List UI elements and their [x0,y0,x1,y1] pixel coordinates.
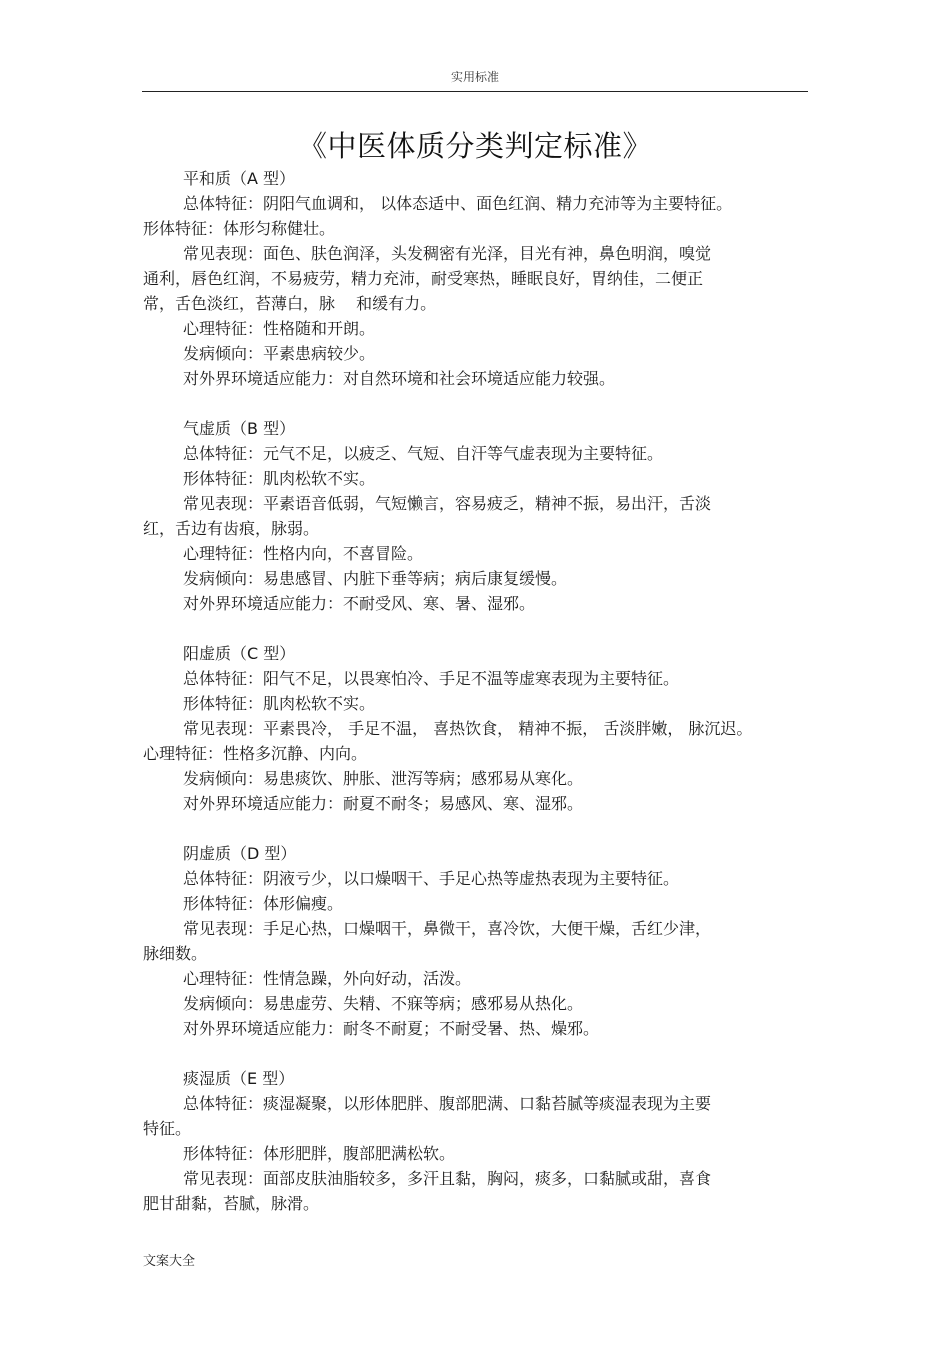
section-a-overall: 总体特征：阴阳气血调和， 以体态适中、面色红润、精力充沛等为主要特征。 [183,194,733,213]
section-c-heading: 阳虚质（C 型） [183,644,296,663]
section-gap [143,1041,813,1066]
section-gap [143,616,813,641]
section-b-psychology: 心理特征：性格内向，不喜冒险。 [183,544,424,563]
section-d-overall: 总体特征：阴液亏少，以口燥咽干、手足心热等虚热表现为主要特征。 [183,869,680,888]
section-d-heading: 阴虚质（D 型） [183,844,297,863]
section-b-symptoms-2: 红，舌边有齿痕，脉弱。 [143,519,320,538]
header-divider [142,91,808,92]
document-body [143,166,813,1216]
section-a-symptoms-3: 常，舌色淡红，苔薄白，脉 和缓有力。 [143,294,437,313]
section-c-symptoms: 常见表现：平素畏冷， 手足不温， 喜热饮食， 精神不振， 舌淡胖嫩， 脉沉迟。 [183,719,753,738]
section-a-adaptability: 对外界环境适应能力：对自然环境和社会环境适应能力较强。 [183,369,616,388]
section-d-symptoms-2: 脉细数。 [143,944,208,963]
section-b-heading: 气虚质（B 型） [183,419,296,438]
section-a-tendency: 发病倾向：平素患病较少。 [183,344,376,363]
section-d-symptoms-1: 常见表现：手足心热，口燥咽干，鼻微干，喜冷饮，大便干燥，舌红少津， [183,919,712,938]
section-a-psychology: 心理特征：性格随和开朗。 [183,319,376,338]
section-d-body-shape: 形体特征：体形偏瘦。 [183,894,344,913]
section-d-adaptability: 对外界环境适应能力：耐冬不耐夏；不耐受暑、热、燥邪。 [183,1019,600,1038]
section-c-psychology: 心理特征：性格多沉静、内向。 [143,744,368,763]
section-a-symptoms-2: 通利，唇色红润，不易疲劳，精力充沛，耐受寒热，睡眠良好，胃纳佳，二便正 [143,269,704,288]
section-c-adaptability: 对外界环境适应能力：耐夏不耐冬；易感风、寒、湿邪。 [183,794,584,813]
section-e-heading: 痰湿质（E 型） [183,1069,295,1088]
page-footer: 文案大全 [143,1254,196,1269]
section-e-overall-2: 特征。 [143,1119,192,1138]
section-b-body-shape: 形体特征：肌肉松软不实。 [183,469,376,488]
section-e-overall-1: 总体特征：痰湿凝聚，以形体肥胖、腹部肥满、口黏苔腻等痰湿表现为主要 [183,1094,712,1113]
section-e-symptoms-2: 肥甘甜黏，苔腻，脉滑。 [143,1194,320,1213]
section-a-heading: 平和质（A 型） [183,169,296,188]
page-header: 实用标准 [450,70,499,84]
section-gap [143,816,813,841]
section-b-adaptability: 对外界环境适应能力：不耐受风、寒、暑、湿邪。 [183,594,536,613]
section-c-body-shape: 形体特征：肌肉松软不实。 [183,694,376,713]
section-d-tendency: 发病倾向：易患虚劳、失精、不寐等病；感邪易从热化。 [183,994,584,1013]
section-b-tendency: 发病倾向：易患感冒、内脏下垂等病；病后康复缓慢。 [183,569,568,588]
section-e-body-shape: 形体特征：体形肥胖，腹部肥满松软。 [183,1144,456,1163]
section-c-overall: 总体特征：阳气不足，以畏寒怕冷、手足不温等虚寒表现为主要特征。 [183,669,680,688]
section-gap [143,391,813,416]
section-a-body-shape: 形体特征：体形匀称健壮。 [143,219,336,238]
section-a-symptoms-1: 常见表现：面色、肤色润泽，头发稠密有光泽，目光有神，鼻色明润，嗅觉 [183,244,712,263]
section-e-symptoms-1: 常见表现：面部皮肤油脂较多，多汗且黏，胸闷，痰多，口黏腻或甜，喜食 [183,1169,712,1188]
document-title: 《中医体质分类判定标准》 [297,129,652,163]
section-c-tendency: 发病倾向：易患痰饮、肿胀、泄泻等病；感邪易从寒化。 [183,769,584,788]
section-b-overall: 总体特征：元气不足，以疲乏、气短、自汗等气虚表现为主要特征。 [183,444,664,463]
section-d-psychology: 心理特征：性情急躁，外向好动，活泼。 [183,969,472,988]
section-b-symptoms-1: 常见表现：平素语音低弱，气短懒言，容易疲乏，精神不振，易出汗，舌淡 [183,494,712,513]
